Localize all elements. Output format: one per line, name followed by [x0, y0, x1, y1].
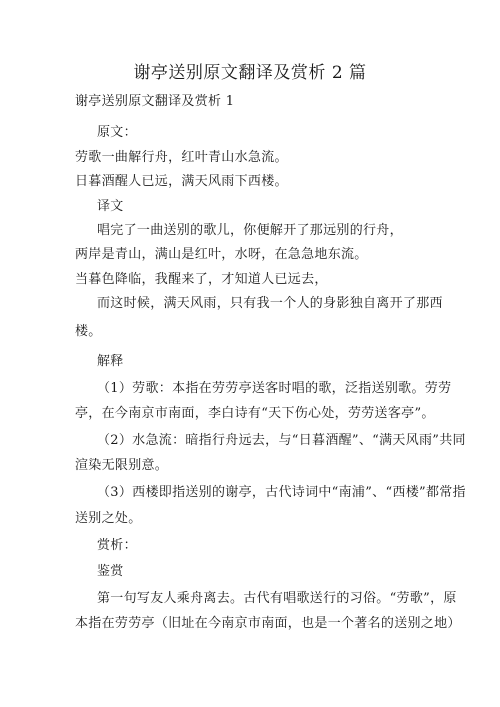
paragraph-line: 当暮色降临，我醒来了，才知道人已远去， — [75, 272, 328, 287]
paragraph-line: 日暮酒醒人已远，满天风雨下西楼。 — [75, 174, 288, 189]
paragraph-line: 鉴赏 — [97, 564, 124, 579]
paragraph-line: 赏析： — [97, 538, 137, 553]
paragraph-line: 原文： — [97, 125, 137, 140]
paragraph-line: 而这时候，满天风雨，只有我一个人的身影独自离开了那西 — [97, 296, 443, 311]
paragraph-line: 楼。 — [75, 324, 102, 339]
paragraph-line: 劳歌一曲解行舟，红叶青山水急流。 — [75, 150, 288, 165]
paragraph-line: 亭，在今南京市南面，李白诗有“天下伤心处，劳劳送客亭”。 — [75, 406, 435, 421]
paragraph-line: （2）水急流：暗指行舟远去，与“日暮酒醒”、“满天风雨”共同 — [97, 433, 466, 448]
paragraph-line: （3）西楼即指送别的谢亭，古代诗词中“南浦”、“西楼”都常指 — [97, 485, 466, 500]
paragraph-line: 本指在劳劳亭（旧址在今南京市南面，也是一个著名的送别之地） — [75, 616, 461, 631]
paragraph-line: 唱完了一曲送别的歌儿，你便解开了那远别的行舟， — [97, 223, 403, 238]
paragraph-line: 第一句写友人乘舟离去。古代有唱歌送行的习俗。“劳歌”，原 — [97, 591, 457, 606]
paragraph-line: 渲染无限别意。 — [75, 458, 169, 473]
section-heading: 谢亭送别原文翻译及赏析 1 — [75, 94, 235, 109]
paragraph-line: 两岸是青山，满山是红叶，水呀，在急急地东流。 — [75, 247, 368, 262]
paragraph-line: 送别之处。 — [75, 511, 142, 526]
paragraph-line: 译文 — [97, 199, 124, 214]
document-title: 谢亭送别原文翻译及赏析 2 篇 — [133, 63, 367, 83]
paragraph-line: 解释 — [97, 354, 124, 369]
paragraph-line: （1）劳歌：本指在劳劳亭送客时唱的歌，泛指送别歌。劳劳 — [97, 381, 452, 396]
